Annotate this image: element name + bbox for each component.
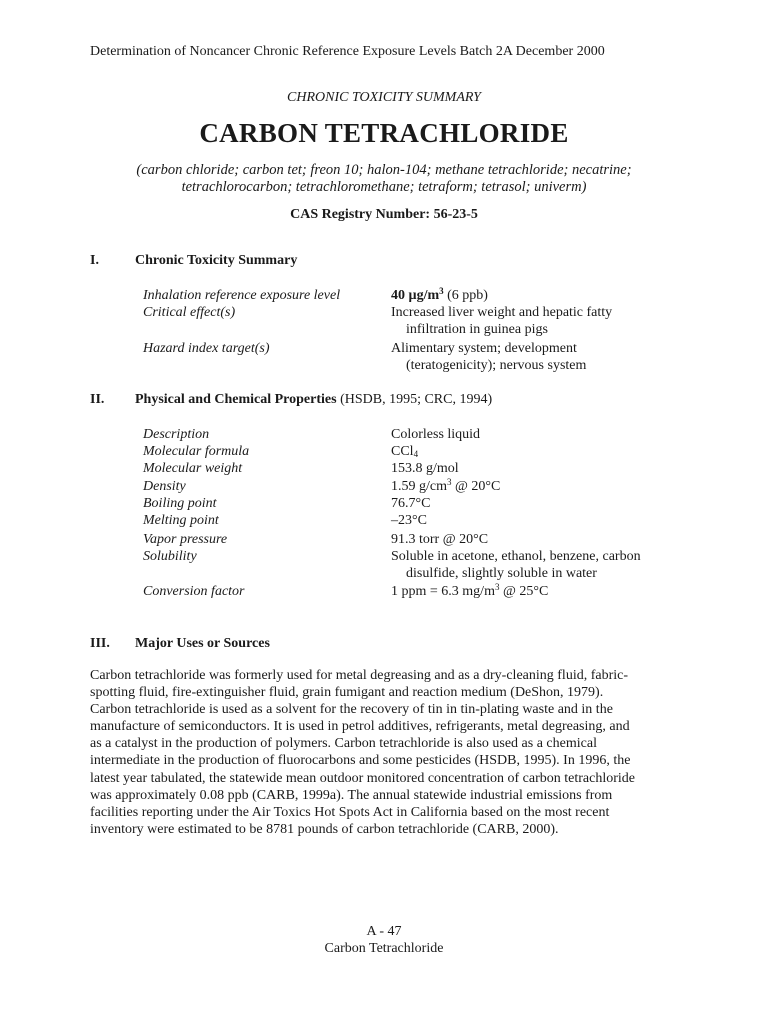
paragraph-line: Carbon tetrachloride is used as a solvent for the recovery of tin in tin-plating waste and in the [90, 702, 613, 718]
prop-solubility-value-2: disulfide, slightly soluble in water [406, 566, 597, 581]
paragraph-line: as a catalyst in the production of polymers. Carbon tetrachloride is also used as a chemical [90, 736, 597, 752]
document-title: CARBON TETRACHLORIDE [199, 118, 569, 148]
critical-effect-value-1: Increased liver weight and hepatic fatty [391, 305, 613, 320]
critical-effect-label: Critical effect(s) [143, 305, 236, 320]
prop-vapor-label: Vapor pressure [143, 532, 228, 547]
prop-solubility-value-1: Soluble in acetone, ethanol, benzene, carbon [391, 549, 641, 564]
synonyms-line-1: (carbon chloride; carbon tet; freon 10; halon-104; methane tetrachloride; necatrine; [136, 162, 632, 178]
prop-vapor-value: 91.3 torr @ 20°C [391, 532, 489, 547]
synonyms-line-2: tetrachlorocarbon; tetrachloromethane; tetraform; tetrasol; univerm) [181, 179, 587, 195]
prop-boiling-label: Boiling point [143, 496, 217, 511]
paragraph-line: inventory were estimated to be 8781 pounds of carbon tetrachloride (CARB, 2000). [90, 821, 559, 837]
rel-value: 40 $\mu g/m^3$ (6 ppb) [391, 286, 488, 303]
prop-description-value: Colorless liquid [391, 427, 481, 442]
running-header: Determination of Noncancer Chronic Reference Exposure Levels Batch 2A December 2000 [90, 44, 605, 59]
prop-melting-label: Melting point [143, 513, 219, 528]
section-3-title: Major Uses or Sources [135, 636, 270, 651]
prop-formula-value: CCl$_4$ [391, 444, 419, 459]
paragraph-line: facilities reporting under the Air Toxics Hot Spots Act in California based on the most recent [90, 804, 610, 820]
section-3-number: III. [90, 636, 110, 651]
critical-effect-value-2: infiltration in guinea pigs [406, 322, 548, 337]
prop-density-value: 1.59 $g/cm^3$ @ 20°C [391, 477, 501, 494]
paragraph-line: intermediate in the production of fluorocarbons and some pesticides (HSDB, 1995). In 1996, the [90, 753, 631, 769]
paragraph-line: Carbon tetrachloride was formerly used for metal degreasing and as a dry-cleaning fluid, fabric- [90, 668, 629, 683]
prop-weight-value: 153.8 g/mol [391, 461, 459, 476]
uses-paragraph [90, 667, 682, 838]
prop-formula-label: Molecular formula [143, 444, 250, 459]
page-number: A - 47 [366, 924, 402, 939]
prop-description-label: Description [143, 427, 210, 442]
prop-solubility-label: Solubility [143, 549, 197, 564]
paragraph-line: spotting fluid, fire-extinguisher fluid, grain fumigant and reaction medium (DeShon, 1979). [90, 685, 604, 701]
paragraph-line: was approximately 0.08 ppb (CARB, 1999a). The annual statewide industrial emissions from [90, 787, 613, 803]
prop-boiling-value: 76.7°C [391, 496, 431, 511]
section-2-number: II. [90, 392, 105, 407]
section-1-number: I. [90, 253, 99, 268]
footer-title: Carbon Tetrachloride [324, 941, 444, 956]
paragraph-line: manufacture of semiconductors. It is used in petrol additives, refrigerants, metal degreasing, and [90, 719, 630, 735]
hazard-index-label: Hazard index target(s) [143, 341, 270, 356]
prop-conversion-label: Conversion factor [143, 584, 245, 599]
section-2-title: Physical and Chemical Properties (HSDB, 1995; CRC, 1994) [135, 392, 493, 407]
summary-label: CHRONIC TOXICITY SUMMARY [287, 90, 481, 105]
hazard-index-value-2: (teratogenicity); nervous system [406, 358, 587, 373]
prop-density-label: Density [143, 479, 186, 494]
cas-registry-number: CAS Registry Number: 56-23-5 [290, 207, 478, 222]
paragraph-line: latest year tabulated, the statewide mean outdoor monitored concentration of carbon tetrachloride [90, 770, 636, 786]
prop-conversion-value: 1 ppm = 6.3 $mg/m^3$ @ 25°C [391, 582, 549, 599]
rel-label: Inhalation reference exposure level [143, 288, 341, 303]
section-1-title: Chronic Toxicity Summary [135, 253, 298, 268]
prop-melting-value: –23°C [391, 513, 427, 528]
hazard-index-value-1: Alimentary system; development [391, 341, 577, 356]
prop-weight-label: Molecular weight [143, 461, 243, 476]
